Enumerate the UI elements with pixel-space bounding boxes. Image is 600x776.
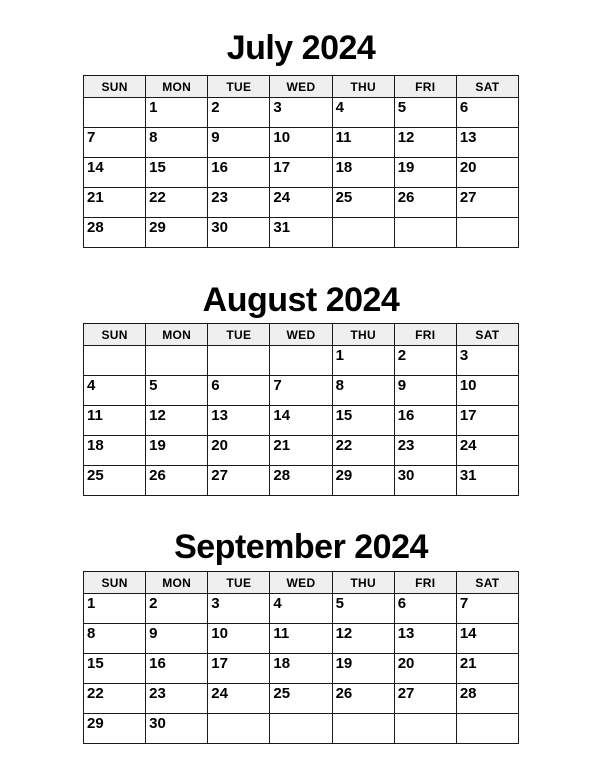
- day-cell: [456, 346, 518, 376]
- day-cell: [394, 158, 456, 188]
- week-row: [84, 128, 519, 158]
- day-number: 18: [87, 437, 104, 454]
- month-grid-august: [83, 323, 519, 496]
- day-number: 4: [87, 377, 96, 394]
- week-row: [84, 714, 519, 744]
- day-number: 4: [273, 595, 282, 612]
- week-row: [84, 624, 519, 654]
- day-cell: [394, 98, 456, 128]
- weekday-header-thu: THU: [332, 572, 394, 594]
- day-number: 17: [273, 159, 291, 176]
- week-row: [84, 376, 519, 406]
- day-number: 2: [149, 595, 158, 612]
- day-cell: [208, 624, 270, 654]
- day-number: 18: [273, 655, 291, 672]
- day-number: 25: [87, 467, 104, 484]
- weekday-header-fri: FRI: [394, 76, 456, 98]
- day-cell: [332, 654, 394, 684]
- day-cell: [456, 684, 518, 714]
- day-number: 29: [335, 467, 353, 484]
- day-number: 28: [87, 219, 104, 236]
- day-cell: [394, 346, 456, 376]
- day-cell: [332, 128, 394, 158]
- day-cell: [332, 376, 394, 406]
- day-cell: [270, 466, 332, 496]
- week-row: [84, 158, 519, 188]
- empty-day-cell: [146, 346, 208, 376]
- day-cell: [332, 188, 394, 218]
- day-cell: [270, 436, 332, 466]
- weekday-header-tue: TUE: [208, 572, 270, 594]
- day-number: 11: [87, 407, 103, 424]
- day-cell: [394, 188, 456, 218]
- day-number: 8: [149, 129, 158, 146]
- empty-day-cell: [394, 218, 456, 248]
- weekday-header-row: [84, 76, 519, 98]
- day-cell: [146, 684, 208, 714]
- day-number: [270, 346, 331, 347]
- day-number: 27: [211, 467, 228, 484]
- day-cell: [456, 466, 518, 496]
- day-number: 31: [273, 219, 291, 236]
- day-cell: [270, 654, 332, 684]
- week-row: [84, 218, 519, 248]
- day-cell: [394, 436, 456, 466]
- day-number: 25: [273, 685, 291, 702]
- day-number: 22: [335, 437, 353, 454]
- day-number: 7: [87, 129, 96, 146]
- day-number: 1: [87, 595, 96, 612]
- day-number: 5: [149, 377, 158, 394]
- day-number: 19: [149, 437, 166, 454]
- day-number: 5: [397, 99, 407, 116]
- day-number: 29: [149, 219, 166, 236]
- day-cell: [332, 98, 394, 128]
- weekday-header-tue: TUE: [208, 76, 270, 98]
- day-cell: [84, 406, 146, 436]
- weekday-header-sun: SUN: [84, 76, 146, 98]
- day-number: 19: [397, 159, 415, 176]
- weekday-header-fri: FRI: [394, 572, 456, 594]
- day-number: 23: [397, 437, 415, 454]
- day-cell: [270, 376, 332, 406]
- day-cell: [394, 406, 456, 436]
- empty-day-cell: [208, 346, 270, 376]
- day-cell: [84, 466, 146, 496]
- day-number: [333, 218, 394, 219]
- day-number: 25: [335, 189, 353, 206]
- week-row: [84, 98, 519, 128]
- day-number: 27: [459, 189, 477, 206]
- day-cell: [456, 128, 518, 158]
- day-number: 9: [397, 377, 407, 394]
- day-number: 4: [335, 99, 344, 116]
- day-cell: [84, 218, 146, 248]
- day-cell: [270, 684, 332, 714]
- day-number: 16: [149, 655, 166, 672]
- day-cell: [208, 376, 270, 406]
- day-cell: [456, 158, 518, 188]
- month-title-july: July 2024: [226, 29, 376, 67]
- day-cell: [456, 406, 518, 436]
- day-cell: [270, 158, 332, 188]
- day-cell: [394, 594, 456, 624]
- day-cell: [208, 98, 270, 128]
- day-number: 14: [459, 625, 477, 642]
- day-number: 9: [149, 625, 158, 642]
- day-number: 26: [149, 467, 166, 484]
- day-cell: [146, 376, 208, 406]
- empty-day-cell: [394, 714, 456, 744]
- day-number: 20: [211, 437, 228, 454]
- day-number: 26: [397, 189, 415, 206]
- day-number: 12: [149, 407, 166, 424]
- day-cell: [456, 188, 518, 218]
- day-cell: [146, 624, 208, 654]
- day-cell: [332, 594, 394, 624]
- day-number: 16: [211, 159, 228, 176]
- day-number: 26: [335, 685, 353, 702]
- day-cell: [208, 128, 270, 158]
- weekday-header-sat: SAT: [456, 572, 518, 594]
- day-number: 7: [459, 595, 469, 612]
- weekday-header-sat: SAT: [456, 76, 518, 98]
- day-cell: [84, 158, 146, 188]
- day-cell: [146, 158, 208, 188]
- day-number: 3: [459, 347, 469, 364]
- day-cell: [456, 654, 518, 684]
- day-number: 11: [273, 625, 290, 642]
- day-cell: [84, 376, 146, 406]
- day-cell: [394, 624, 456, 654]
- day-cell: [84, 128, 146, 158]
- day-number: [84, 346, 145, 347]
- day-cell: [270, 128, 332, 158]
- day-number: 7: [273, 377, 282, 394]
- day-number: [457, 218, 518, 219]
- day-number: 21: [459, 655, 477, 672]
- day-cell: [146, 406, 208, 436]
- weekday-header-tue: TUE: [208, 324, 270, 346]
- empty-day-cell: [84, 98, 146, 128]
- day-cell: [146, 466, 208, 496]
- day-number: 24: [273, 189, 291, 206]
- day-cell: [84, 624, 146, 654]
- weekday-header-row: [84, 324, 519, 346]
- day-number: [84, 98, 145, 99]
- day-cell: [394, 654, 456, 684]
- day-cell: [146, 654, 208, 684]
- week-row: [84, 406, 519, 436]
- day-cell: [270, 406, 332, 436]
- day-number: 13: [459, 129, 477, 146]
- weekday-header-wed: WED: [270, 324, 332, 346]
- day-cell: [146, 594, 208, 624]
- week-row: [84, 188, 519, 218]
- day-number: 6: [211, 377, 220, 394]
- month-grid-september: [83, 571, 519, 744]
- day-number: 31: [459, 467, 477, 484]
- day-number: 21: [87, 189, 104, 206]
- day-number: [270, 714, 331, 715]
- day-cell: [270, 188, 332, 218]
- month-title-august: August 2024: [202, 281, 400, 319]
- day-cell: [456, 98, 518, 128]
- empty-day-cell: [456, 714, 518, 744]
- weekday-header-thu: THU: [332, 324, 394, 346]
- day-cell: [270, 218, 332, 248]
- day-number: [395, 218, 456, 219]
- day-cell: [270, 98, 332, 128]
- day-number: 24: [211, 685, 228, 702]
- week-row: [84, 684, 519, 714]
- week-row: [84, 346, 519, 376]
- day-number: 15: [335, 407, 353, 424]
- day-number: 2: [397, 347, 407, 364]
- day-cell: [146, 98, 208, 128]
- week-row: [84, 654, 519, 684]
- day-cell: [146, 714, 208, 744]
- day-cell: [394, 466, 456, 496]
- week-row: [84, 594, 519, 624]
- day-cell: [456, 624, 518, 654]
- day-cell: [146, 436, 208, 466]
- day-number: 5: [335, 595, 344, 612]
- day-number: 3: [211, 595, 220, 612]
- day-number: 12: [397, 129, 415, 146]
- weekday-header-fri: FRI: [394, 324, 456, 346]
- day-cell: [208, 188, 270, 218]
- weekday-header-row: [84, 572, 519, 594]
- day-number: [395, 714, 456, 715]
- day-cell: [394, 684, 456, 714]
- empty-day-cell: [332, 714, 394, 744]
- day-number: 2: [211, 99, 220, 116]
- day-cell: [332, 624, 394, 654]
- day-cell: [270, 594, 332, 624]
- day-cell: [84, 654, 146, 684]
- day-number: 10: [459, 377, 477, 394]
- day-cell: [146, 218, 208, 248]
- day-number: 21: [273, 437, 291, 454]
- day-number: 13: [211, 407, 228, 424]
- day-number: 28: [459, 685, 477, 702]
- empty-day-cell: [270, 714, 332, 744]
- day-cell: [208, 436, 270, 466]
- day-cell: [208, 654, 270, 684]
- day-cell: [456, 376, 518, 406]
- day-cell: [394, 376, 456, 406]
- day-number: 30: [149, 715, 166, 732]
- day-number: 15: [87, 655, 104, 672]
- day-number: 22: [87, 685, 104, 702]
- week-row: [84, 436, 519, 466]
- day-cell: [394, 128, 456, 158]
- day-number: 16: [397, 407, 415, 424]
- day-cell: [208, 684, 270, 714]
- weekday-header-thu: THU: [332, 76, 394, 98]
- day-cell: [270, 624, 332, 654]
- day-number: 8: [335, 377, 344, 394]
- day-cell: [84, 436, 146, 466]
- day-number: 1: [149, 99, 158, 116]
- day-cell: [84, 594, 146, 624]
- empty-day-cell: [84, 346, 146, 376]
- day-number: 28: [273, 467, 291, 484]
- day-cell: [208, 218, 270, 248]
- weekday-header-mon: MON: [146, 76, 208, 98]
- day-cell: [456, 594, 518, 624]
- day-number: [146, 346, 207, 347]
- day-cell: [456, 436, 518, 466]
- day-number: 19: [335, 655, 353, 672]
- day-number: 1: [335, 347, 344, 364]
- day-number: [457, 714, 518, 715]
- weekday-header-mon: MON: [146, 572, 208, 594]
- day-number: 10: [211, 625, 228, 642]
- day-number: 30: [211, 219, 228, 236]
- day-number: [208, 714, 269, 715]
- day-number: 17: [211, 655, 228, 672]
- empty-day-cell: [456, 218, 518, 248]
- day-number: [333, 714, 394, 715]
- day-number: 15: [149, 159, 166, 176]
- day-cell: [332, 406, 394, 436]
- day-number: 29: [87, 715, 104, 732]
- day-number: 24: [459, 437, 477, 454]
- day-number: 17: [459, 407, 477, 424]
- day-number: 18: [335, 159, 353, 176]
- day-cell: [208, 594, 270, 624]
- day-number: 9: [211, 129, 220, 146]
- day-cell: [208, 158, 270, 188]
- day-cell: [208, 466, 270, 496]
- day-cell: [208, 406, 270, 436]
- day-number: 14: [273, 407, 291, 424]
- day-number: 10: [273, 129, 291, 146]
- day-number: 13: [397, 625, 415, 642]
- empty-day-cell: [208, 714, 270, 744]
- week-row: [84, 466, 519, 496]
- day-number: [208, 346, 269, 347]
- day-number: 27: [397, 685, 415, 702]
- day-cell: [332, 436, 394, 466]
- day-cell: [332, 466, 394, 496]
- day-cell: [84, 714, 146, 744]
- day-number: 6: [397, 595, 407, 612]
- day-cell: [332, 684, 394, 714]
- day-cell: [146, 128, 208, 158]
- weekday-header-sun: SUN: [84, 572, 146, 594]
- day-number: 14: [87, 159, 104, 176]
- weekday-header-wed: WED: [270, 572, 332, 594]
- empty-day-cell: [332, 218, 394, 248]
- day-number: 8: [87, 625, 96, 642]
- day-number: 3: [273, 99, 282, 116]
- day-number: 22: [149, 189, 166, 206]
- day-number: 20: [397, 655, 415, 672]
- weekday-header-wed: WED: [270, 76, 332, 98]
- day-number: 6: [459, 99, 469, 116]
- day-cell: [332, 346, 394, 376]
- weekday-header-sun: SUN: [84, 324, 146, 346]
- weekday-header-sat: SAT: [456, 324, 518, 346]
- day-cell: [84, 188, 146, 218]
- empty-day-cell: [270, 346, 332, 376]
- day-number: 12: [335, 625, 353, 642]
- day-number: 23: [211, 189, 228, 206]
- weekday-header-mon: MON: [146, 324, 208, 346]
- day-number: 11: [335, 129, 352, 146]
- day-number: 30: [397, 467, 415, 484]
- day-cell: [84, 684, 146, 714]
- day-cell: [332, 158, 394, 188]
- month-grid-july: [83, 75, 519, 248]
- month-title-september: September 2024: [174, 528, 428, 566]
- day-cell: [146, 188, 208, 218]
- day-number: 20: [459, 159, 477, 176]
- day-number: 23: [149, 685, 166, 702]
